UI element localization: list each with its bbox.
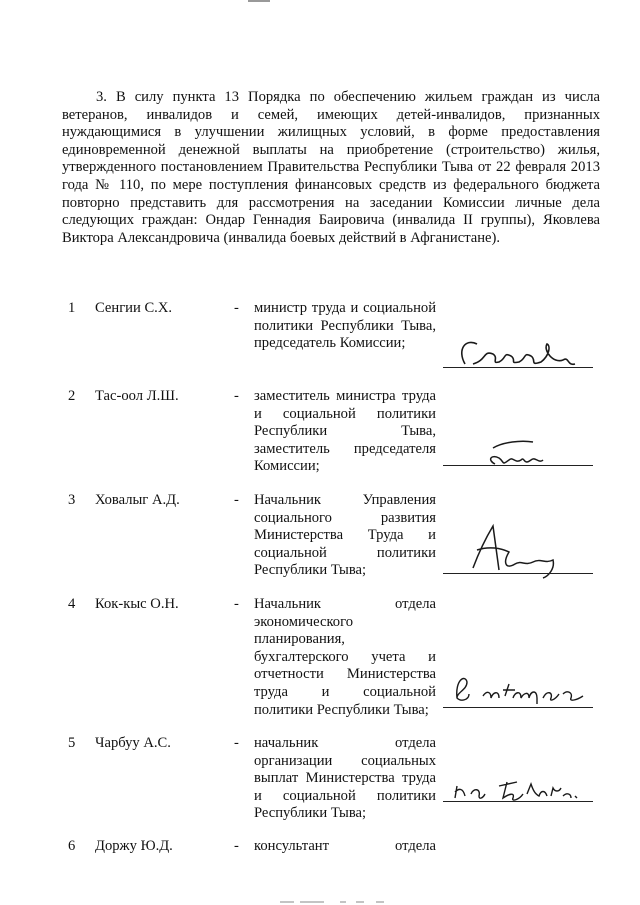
page-bottom-mark <box>280 898 400 904</box>
member-role: консультант отдела <box>254 838 436 854</box>
member-role: Начальник отдела экономического планирования, бухгалтерского учета и отчетности Министерства труда и социальной политики Республики Тыва; <box>254 596 436 718</box>
member-dash: - <box>234 300 239 316</box>
member-dash: - <box>234 838 239 854</box>
member-number: 6 <box>68 838 76 854</box>
signature-image <box>443 320 593 390</box>
signature-image <box>443 512 593 582</box>
member-dash: - <box>234 596 239 612</box>
member-number: 3 <box>68 492 76 508</box>
member-number: 2 <box>68 388 76 404</box>
signature-line <box>443 801 593 802</box>
signature-line <box>443 573 593 574</box>
member-number: 4 <box>68 596 76 612</box>
member-name: Кок-кыс О.Н. <box>95 596 179 612</box>
signature-line <box>443 465 593 466</box>
signature-image <box>443 760 593 830</box>
member-name: Тас-оол Л.Ш. <box>95 388 179 404</box>
signature-image <box>443 660 593 730</box>
member-name: Чарбуу А.С. <box>95 735 171 751</box>
member-role: заместитель министра труда и социальной политики Республики Тыва, заместитель председателя Комиссии; <box>254 388 436 475</box>
member-name: Сенгии С.Х. <box>95 300 173 316</box>
member-dash: - <box>234 735 239 751</box>
member-number: 1 <box>68 300 76 316</box>
signature-line <box>443 707 593 708</box>
signature-image <box>443 420 593 490</box>
page-top-mark <box>248 0 270 2</box>
member-role: Начальник Управления социального развития Министерства Труда и социальной политики Республики Тыва; <box>254 492 436 579</box>
member-role: начальник отдела организации социальных выплат Министерства труда и социальной политики Республики Тыва; <box>254 735 436 822</box>
member-dash: - <box>234 388 239 404</box>
member-dash: - <box>234 492 239 508</box>
signature-line <box>443 367 593 368</box>
member-role: министр труда и социальной политики Республики Тыва, председатель Комиссии; <box>254 300 436 352</box>
member-name: Доржу Ю.Д. <box>95 838 173 854</box>
member-number: 5 <box>68 735 76 751</box>
paragraph-item-3: 3. В силу пункта 13 Порядка по обеспечению жильем граждан из числа ветеранов, инвалидов и семей, имеющих детей-инвалидов, признанных нуждающимися в улучшении жилищных условий, в форме предоставления единовременной денежной выплаты на приобретение (строительство) жилья, утвержденного постановлением Правительства Республики Тыва от 22 февраля 2013 года № 110, по мере поступления финансовых средств из федерального бюджета повторно представить для рассмотрения на заседании Комиссии личные дела следующих граждан: Ондар Геннадия Баировича (инвалида II группы), Яковлева Виктора Александровича (инвалида боевых действий в Афганистане). <box>62 89 600 246</box>
member-name: Ховалыг А.Д. <box>95 492 180 508</box>
